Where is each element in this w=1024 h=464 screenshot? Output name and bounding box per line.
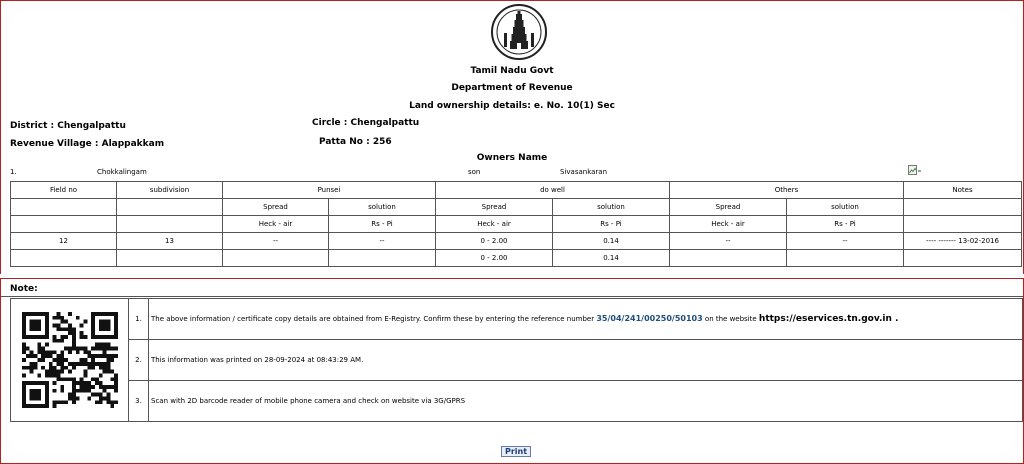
note-text-start: The above information / certificate copy details are obtained from E-Registry. Confirm these by entering the reference number [151, 315, 595, 323]
table-units-row [11, 216, 1022, 233]
qr-code-icon [22, 312, 118, 408]
reference-number: 35/04/241/00250/50103 [596, 314, 703, 323]
table-cell: -- [670, 233, 787, 250]
table-subheader-row [11, 199, 1022, 216]
table-cell: -- [787, 233, 904, 250]
document-title: Land ownership details: e. No. 10(1) Sec [409, 101, 615, 111]
unit-cell: Heck - air [223, 216, 329, 233]
note-text: This information was printed on 28-09-2024 at 08:43:29 AM. [149, 340, 1023, 381]
unit-cell: Rs - Pi [787, 216, 904, 233]
table-row [11, 233, 1022, 250]
table-cell: 0 - 2.00 [436, 233, 553, 250]
table-cell [329, 250, 436, 267]
header-subdivision: subdivision [117, 182, 223, 199]
website-link[interactable]: https://eservices.tn.gov.in . [758, 314, 899, 324]
patta-label: Patta No : 256 [319, 137, 392, 147]
note-number: 2. [129, 340, 149, 381]
unit-cell: Rs - Pi [553, 216, 670, 233]
district-label: District : Chengalpattu [10, 121, 126, 131]
subheader-cell: solution [329, 199, 436, 216]
subheader-cell: solution [787, 199, 904, 216]
note-row [11, 299, 1023, 340]
table-cell [904, 250, 1022, 267]
table-row [11, 250, 1022, 267]
table-cell [223, 250, 329, 267]
table-cell: 13 [117, 233, 223, 250]
owners-heading: Owners Name [476, 153, 548, 163]
land-details-table [10, 181, 1022, 267]
subheader-cell: solution [553, 199, 670, 216]
department-heading: Department of Revenue [451, 83, 573, 93]
table-cell: 0.14 [553, 233, 670, 250]
table-cell: -- [223, 233, 329, 250]
owner-name: Chokkalingam [97, 168, 147, 176]
broken-image-icon [908, 165, 922, 176]
table-cell: ---- ------- 13-02-2016 [904, 233, 1022, 250]
notes-table [10, 298, 1023, 422]
header-punsei: Punsei [223, 182, 436, 199]
print-button[interactable]: Print [501, 446, 531, 457]
subheader-cell: Spread [436, 199, 553, 216]
table-cell [11, 250, 117, 267]
govt-heading: Tamil Nadu Govt [470, 66, 554, 76]
table-header-row [11, 182, 1022, 199]
unit-cell: Rs - Pi [329, 216, 436, 233]
note-title: Note: [10, 284, 38, 294]
header-field-no: Field no [11, 182, 117, 199]
note-row [11, 340, 1023, 381]
header-others: Others [670, 182, 904, 199]
table-cell [670, 250, 787, 267]
circle-label: Circle : Chengalpattu [312, 118, 420, 128]
unit-cell: Heck - air [436, 216, 553, 233]
header-notes: Notes [904, 182, 1022, 199]
table-cell: 0.14 [553, 250, 670, 267]
owner-relation: son [468, 168, 481, 176]
note-number: 1. [129, 299, 149, 340]
table-cell: -- [329, 233, 436, 250]
table-cell [117, 250, 223, 267]
note-row [11, 381, 1023, 422]
note-number: 3. [129, 381, 149, 422]
note-text: Scan with 2D barcode reader of mobile phone camera and check on website via 3G/GPRS [149, 381, 1023, 422]
note-text [149, 299, 1023, 340]
table-cell: 12 [11, 233, 117, 250]
qr-cell [11, 299, 129, 422]
subheader-cell: Spread [670, 199, 787, 216]
header-do-well: do well [436, 182, 670, 199]
table-cell: 0 - 2.00 [436, 250, 553, 267]
subheader-cell: Spread [223, 199, 329, 216]
village-label: Revenue Village : Alappakkam [10, 139, 165, 149]
owner-index: 1. [10, 168, 17, 176]
owner-relative: Sivasankaran [560, 168, 608, 176]
note-text-mid: on the website [704, 315, 757, 323]
note-divider [1, 296, 1023, 297]
unit-cell: Heck - air [670, 216, 787, 233]
table-cell [787, 250, 904, 267]
tamil-nadu-emblem-icon [490, 3, 548, 61]
